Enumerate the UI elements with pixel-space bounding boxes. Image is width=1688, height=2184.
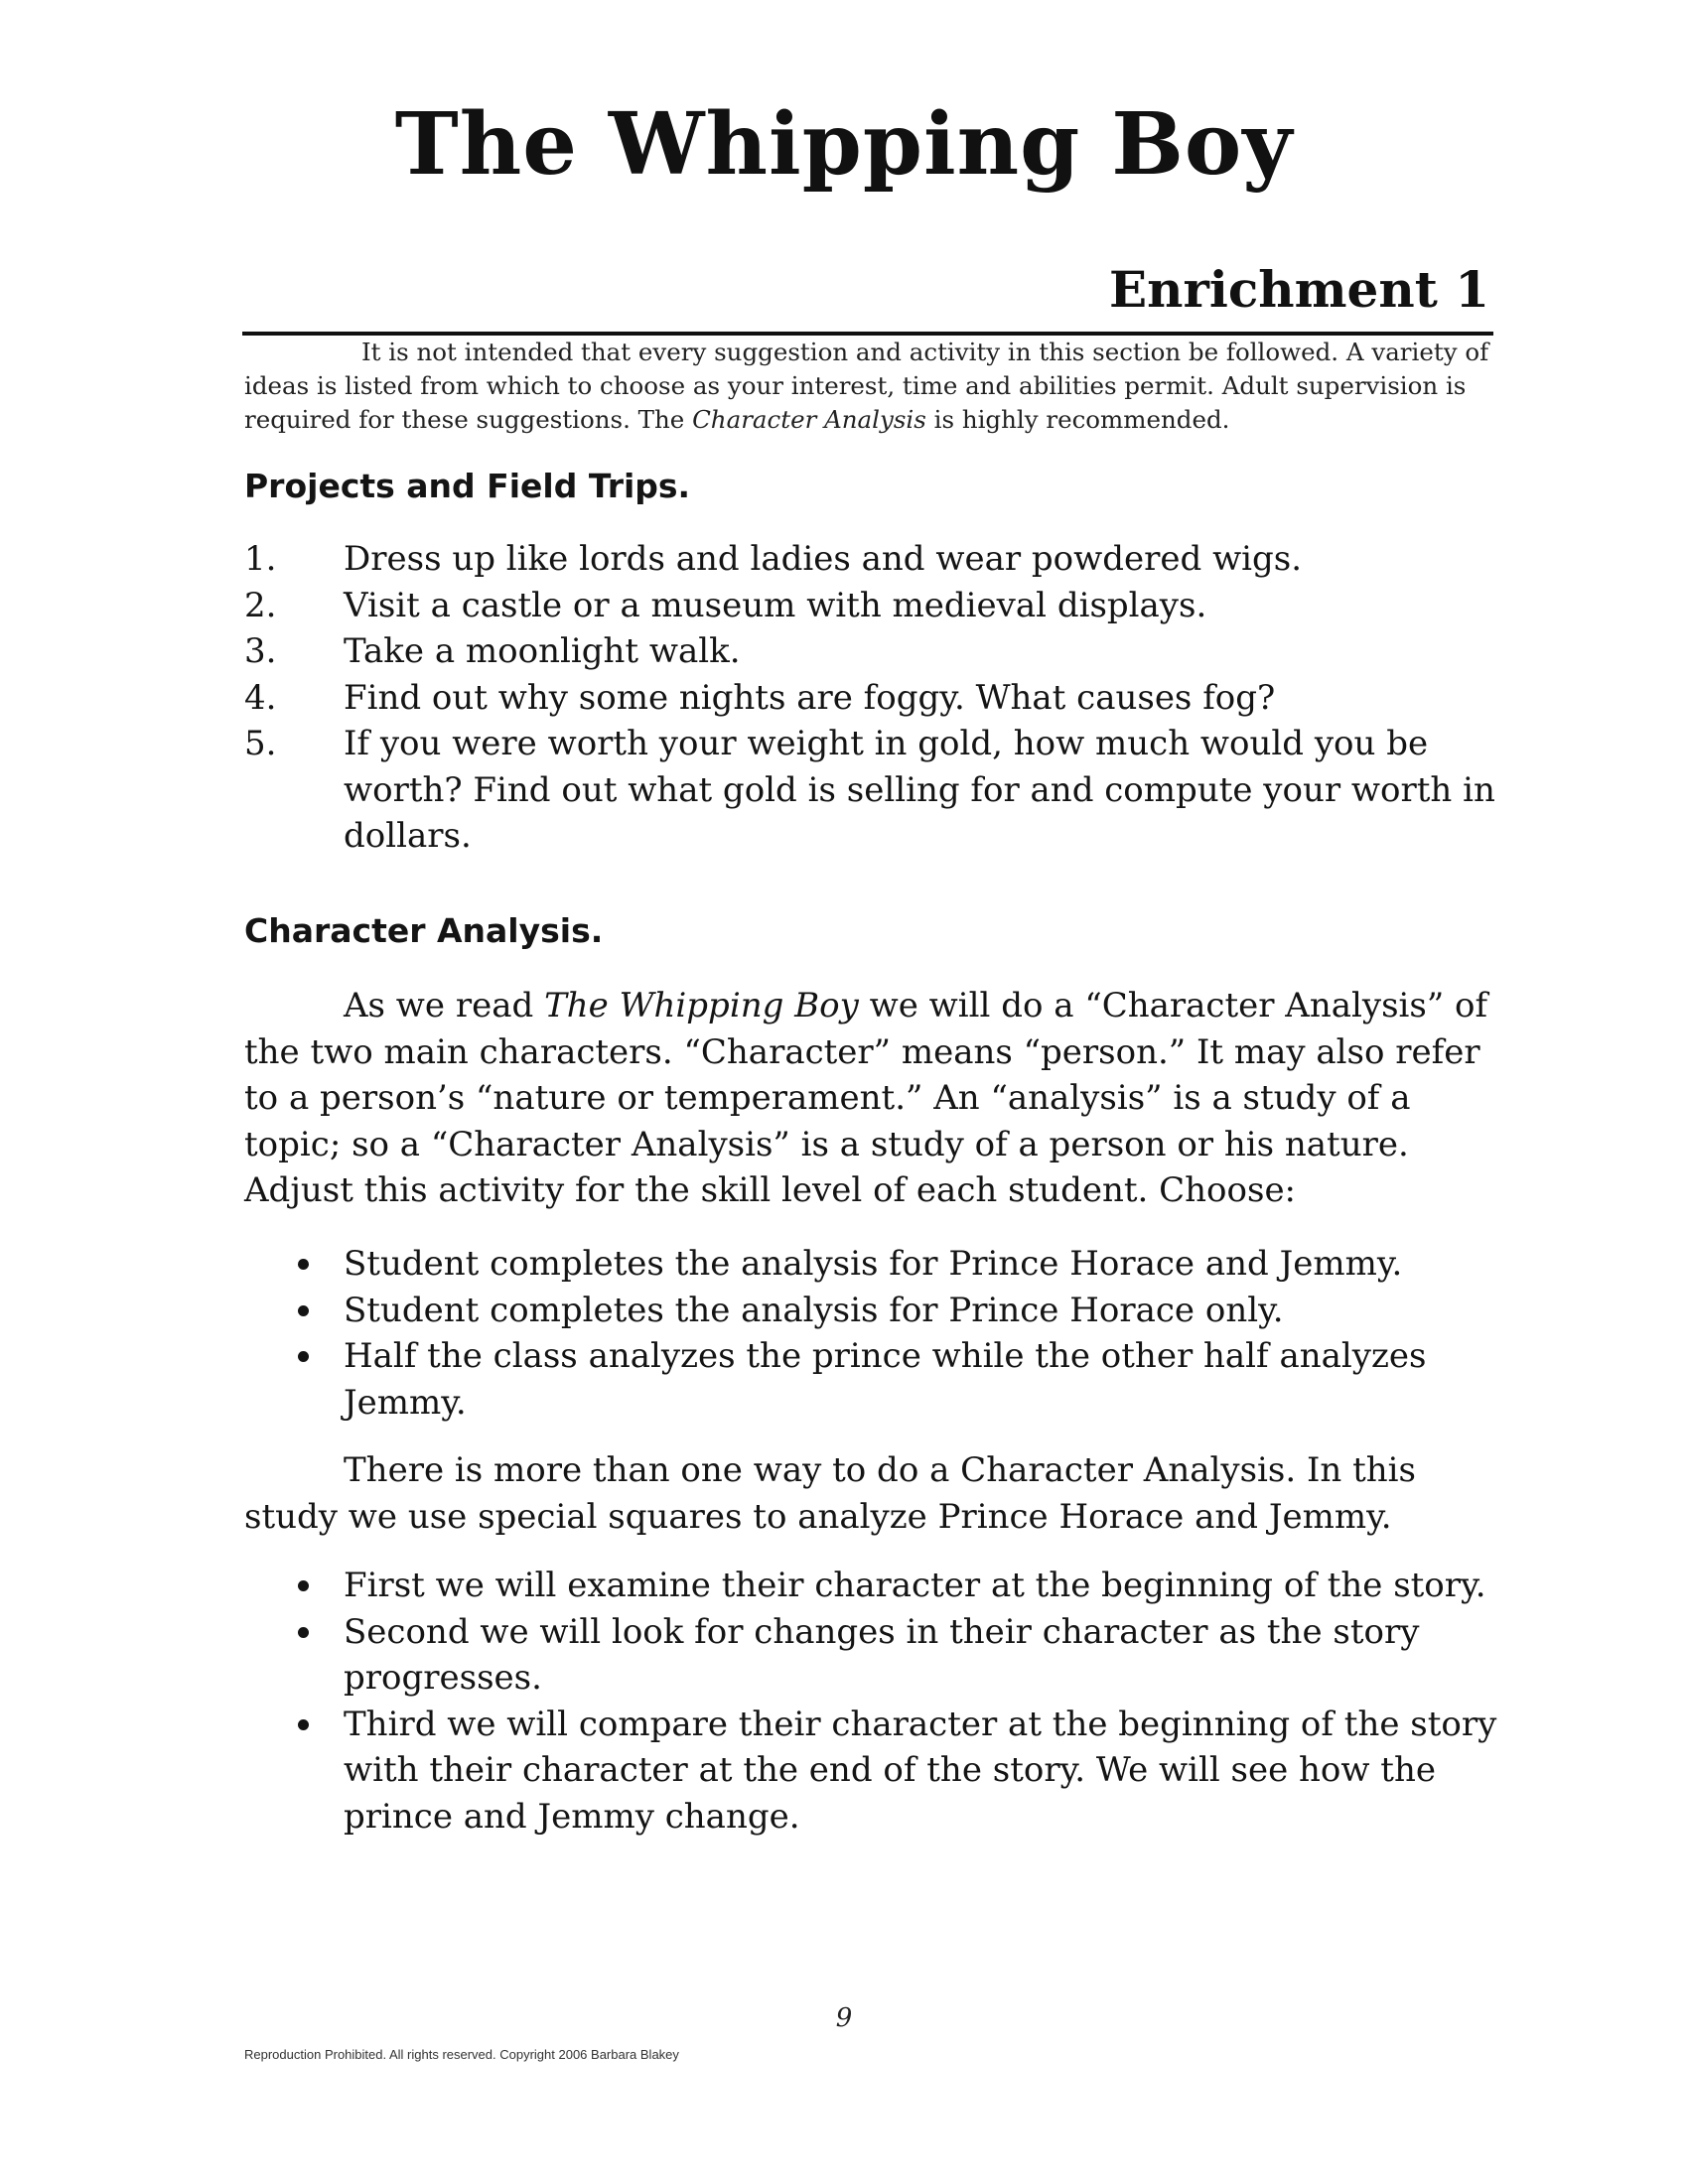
para1-italic: The Whipping Boy	[544, 986, 859, 1025]
intro-paragraph	[244, 336, 1491, 437]
bullet-icon	[298, 1719, 309, 1730]
bullet-item	[244, 1241, 1505, 1288]
bullet-icon	[298, 1627, 309, 1638]
bullet-text: Student completes the analysis for Prince Horace and Jemmy.	[344, 1244, 1403, 1284]
document-title: The Whipping Boy	[394, 94, 1294, 195]
list-item	[244, 628, 1505, 675]
bullet-item	[244, 1333, 1505, 1426]
page-number: 9	[835, 2003, 853, 2033]
character-analysis-paragraph	[244, 983, 1505, 1214]
bullet-text: Half the class analyzes the prince while the other half analyzes Jemmy.	[344, 1336, 1427, 1423]
item-number: 4.	[244, 677, 277, 718]
bullet-icon	[298, 1259, 309, 1270]
document-subtitle: Enrichment 1	[1109, 260, 1489, 319]
list-item	[244, 675, 1505, 722]
bullet-icon	[298, 1580, 309, 1591]
item-number: 1.	[244, 539, 277, 579]
bullet-text: First we will examine their character at the beginning of the story.	[344, 1566, 1486, 1605]
para2-text: There is more than one way to do a Character Analysis. In this study we use special squares to analyze Prince Horace and Jemmy.	[244, 1450, 1416, 1537]
steps-bullets	[244, 1563, 1505, 1840]
bullet-item	[244, 1609, 1505, 1702]
item-text: Take a moonlight walk.	[344, 631, 741, 671]
item-text: Visit a castle or a museum with medieval displays.	[344, 585, 1207, 625]
bullet-item	[244, 1563, 1505, 1609]
para1-text-1: As we read	[344, 986, 545, 1025]
item-text: Find out why some nights are foggy. What causes fog?	[344, 677, 1276, 718]
intro-italic: Character Analysis	[692, 405, 926, 434]
section-heading-projects: Projects and Field Trips.	[244, 467, 691, 505]
projects-list	[244, 536, 1505, 860]
choice-bullets	[244, 1241, 1505, 1426]
item-text: If you were worth your weight in gold, how much would you be worth? Find out what gold is selling for and compute your worth in dollars.	[344, 724, 1495, 856]
intro-text-2: is highly recommended.	[925, 405, 1230, 434]
list-item	[244, 536, 1505, 583]
bullet-item	[244, 1288, 1505, 1334]
copyright-footer: Reproduction Prohibited. All rights reserved. Copyright 2006 Barbara Blakey	[244, 2047, 679, 2062]
bullet-text: Student completes the analysis for Prince Horace only.	[344, 1290, 1284, 1330]
bullet-text: Second we will look for changes in their character as the story progresses.	[344, 1611, 1420, 1698]
bullet-icon	[298, 1305, 309, 1316]
list-item	[244, 721, 1505, 860]
bullet-text: Third we will compare their character at the beginning of the story with their character at the end of the story. We will see how the prince and Jemmy change.	[344, 1704, 1497, 1837]
bullet-icon	[298, 1351, 309, 1362]
item-number: 3.	[244, 631, 277, 671]
para1-text-2: we will do a “Character Analysis” of the two main characters. “Character” means “person.” It may also refer to a person’s “nature or temperament.” An “analysis” is a study of a topic; so a “Character Analysis” is a study of a person or his nature. Adjust this activity for the skill level of each student. Choose:	[244, 986, 1488, 1210]
section-heading-character-analysis: Character Analysis.	[244, 911, 604, 950]
method-paragraph	[244, 1447, 1505, 1540]
item-number: 5.	[244, 724, 277, 763]
bullet-item	[244, 1702, 1505, 1841]
item-number: 2.	[244, 585, 277, 625]
item-text: Dress up like lords and ladies and wear powdered wigs.	[344, 539, 1303, 579]
list-item	[244, 583, 1505, 629]
intro-text-1: It is not intended that every suggestion and activity in this section be followed. A variety of ideas is listed from which to choose as your interest, time and abilities permit. Adult supervision is required for these suggestions. The	[244, 338, 1489, 434]
